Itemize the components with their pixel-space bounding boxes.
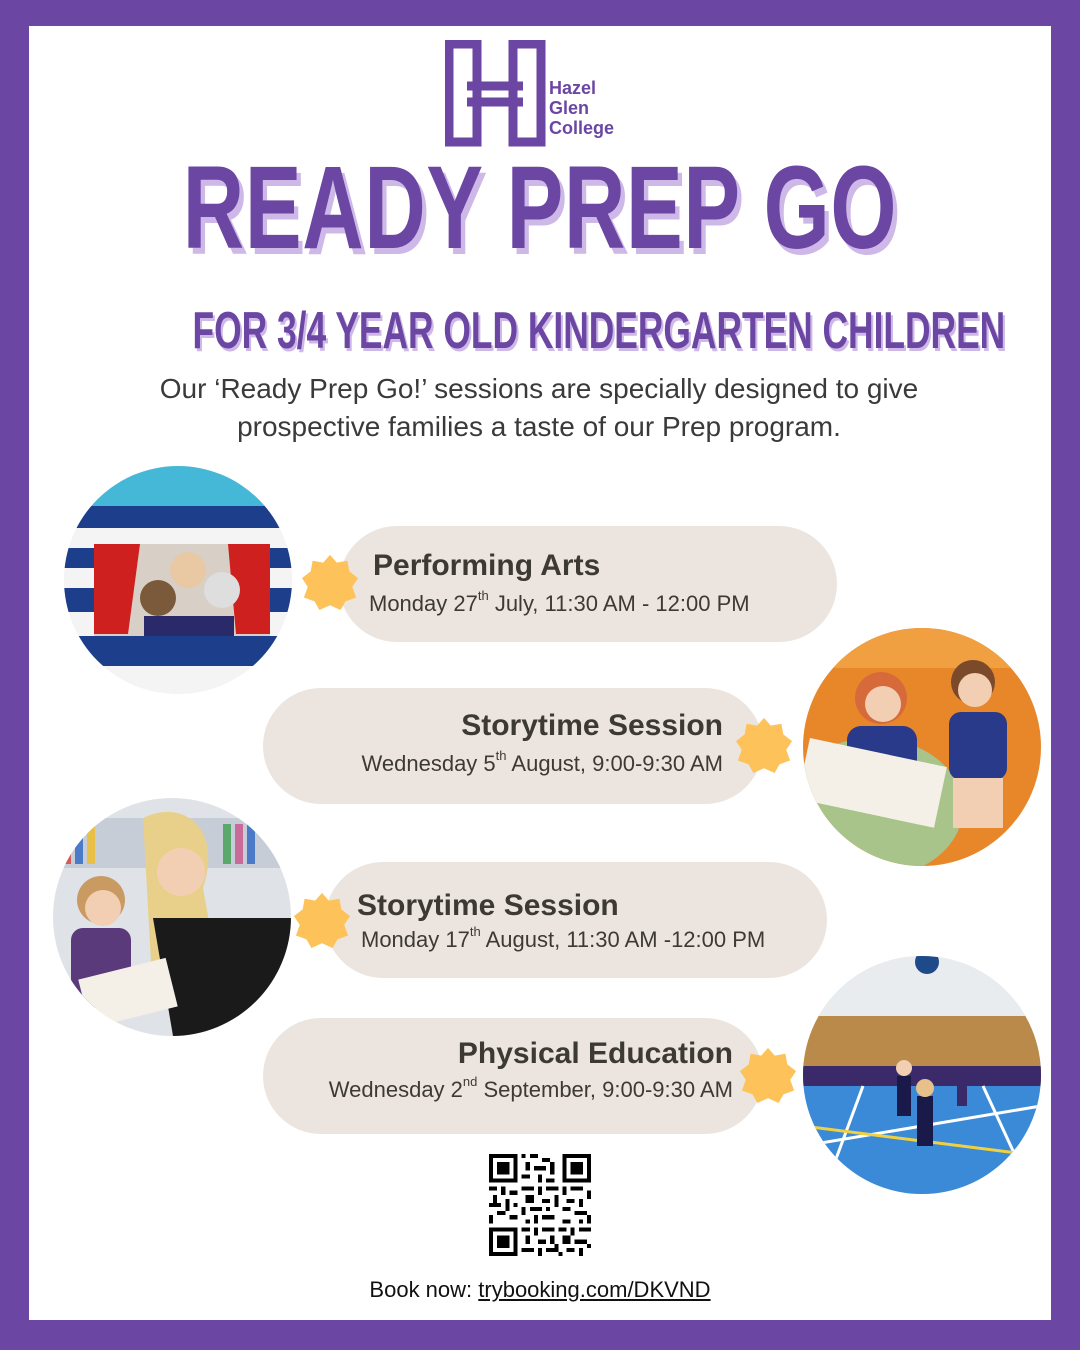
- event-card-storytime-1: [263, 688, 763, 804]
- photo-teacher-with-child: [53, 798, 291, 1036]
- flower-badge-icon: [735, 716, 793, 774]
- booking-link[interactable]: trybooking.com/DKVND: [478, 1277, 711, 1302]
- logo-line-2: Glen: [549, 98, 590, 118]
- event-title: Performing Arts: [373, 549, 601, 582]
- intro-text: [89, 370, 989, 446]
- page-title: READY PREP GO: [182, 142, 898, 274]
- booking-label: Book now:: [369, 1277, 479, 1302]
- logo-line-3: College: [549, 118, 615, 138]
- qr-code[interactable]: [489, 1154, 591, 1256]
- event-date: Wednesday 2nd September, 9:00-9:30 AM: [328, 1074, 733, 1102]
- booking-line: [29, 1276, 1051, 1304]
- intro-line-2: prospective families a taste of our Prep program.: [237, 411, 841, 442]
- flower-badge-icon: [739, 1046, 797, 1104]
- event-title: Physical Education: [457, 1037, 733, 1070]
- event-card-performing-arts: [339, 526, 837, 642]
- event-title: Storytime Session: [357, 889, 619, 922]
- event-date: Monday 27th July, 11:30 AM - 12:00 PM: [369, 588, 750, 616]
- logo-line-1: Hazel: [549, 78, 597, 98]
- photo-puppet-theatre: [64, 466, 292, 694]
- logo-wordmark: [549, 78, 614, 138]
- event-title: Storytime Session: [461, 709, 723, 742]
- event-date: Monday 17th August, 11:30 AM -12:00 PM: [361, 924, 766, 952]
- intro-line-1: Our ‘Ready Prep Go!’ sessions are specially designed to give: [159, 373, 919, 404]
- poster: [29, 26, 1051, 1320]
- flower-badge-icon: [293, 891, 351, 949]
- page-subtitle: FOR 3/4 YEAR OLD KINDERGARTEN CHILDREN: [192, 302, 1006, 360]
- photo-children-reading: [803, 628, 1041, 866]
- event-date: Wednesday 5th August, 9:00-9:30 AM: [361, 748, 723, 776]
- flower-badge-icon: [301, 553, 359, 611]
- photo-gym-class: [803, 956, 1041, 1194]
